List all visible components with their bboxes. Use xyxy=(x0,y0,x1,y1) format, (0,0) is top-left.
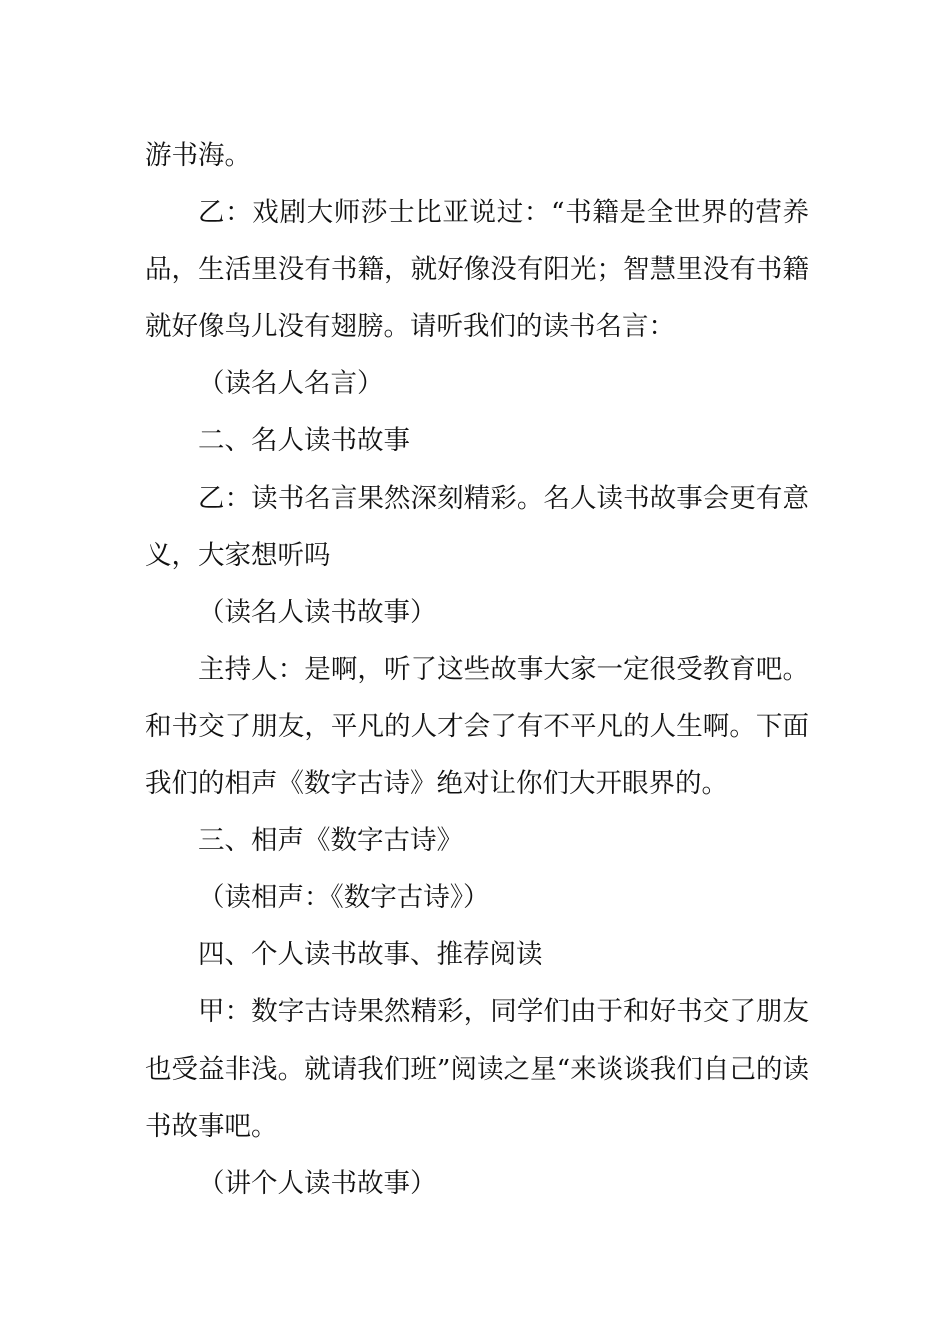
paragraph-tell-personal-stories: （讲个人读书故事） xyxy=(198,1167,437,1199)
paragraph-reading-star-intro: 甲：数字古诗果然精彩，同学们由于和好书交了朋友也受益非浅。就请我们班”阅读之星“来谈谈我们自己的读书故事吧。 xyxy=(145,996,809,1142)
paragraph-read-famous-stories: （读名人读书故事） xyxy=(198,596,437,628)
paragraph-famous-stories-intro: 乙：读书名言果然深刻精彩。名人读书故事会更有意义，大家想听吗 xyxy=(145,482,809,571)
section-heading-crosstalk: 三、相声《数字古诗》 xyxy=(198,825,463,857)
document-body xyxy=(145,127,809,1212)
paragraph-read-crosstalk: （读相声：《数字古诗》） xyxy=(198,882,490,914)
section-heading-famous-stories: 二、名人读书故事 xyxy=(198,425,410,457)
paragraph-continuation: 游书海。 xyxy=(145,140,251,171)
paragraph-host-remarks: 主持人：是啊，听了这些故事大家一定很受教育吧。和书交了朋友，平凡的人才会了有不平凡的人生啊。下面我们的相声《数字古诗》绝对让你们大开眼界的。 xyxy=(145,653,809,800)
paragraph-read-quotes: （读名人名言） xyxy=(198,368,384,400)
paragraph-shakespeare-quote: 乙：戏剧大师莎士比亚说过：“书籍是全世界的营养品，生活里没有书籍，就好像没有阳光；智慧里没有书籍就好像鸟儿没有翅膀。请听我们的读书名言： xyxy=(145,197,809,343)
section-heading-personal-stories: 四、个人读书故事、推荐阅读 xyxy=(198,939,543,971)
